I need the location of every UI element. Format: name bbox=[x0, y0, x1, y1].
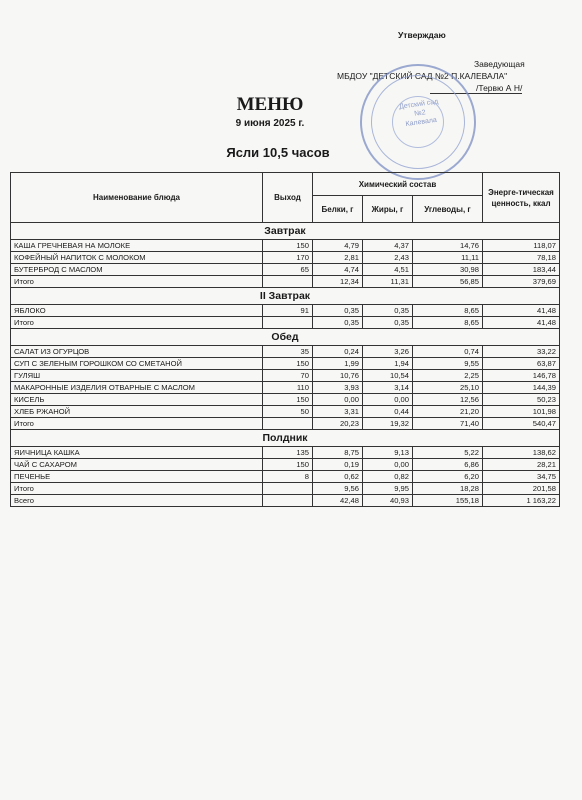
dish-row bbox=[11, 406, 560, 418]
dish-carbs: 25,10 bbox=[413, 382, 483, 394]
dish-carbs: 14,76 bbox=[413, 240, 483, 252]
dish-protein: 0,00 bbox=[313, 394, 363, 406]
total-protein: 20,23 bbox=[313, 418, 363, 430]
dish-output: 110 bbox=[263, 382, 313, 394]
dish-fat: 4,51 bbox=[363, 264, 413, 276]
dish-carbs: 6,20 bbox=[413, 471, 483, 483]
col-header-carbs: Углеводы, г bbox=[413, 196, 483, 223]
col-header-name: Наименование блюда bbox=[11, 173, 263, 223]
dish-protein: 10,76 bbox=[313, 370, 363, 382]
total-fat: 0,35 bbox=[363, 317, 413, 329]
dish-row bbox=[11, 459, 560, 471]
dish-protein: 1,99 bbox=[313, 358, 363, 370]
approval-org: МБДОУ "ДЕТСКИЙ САД №2 П.КАЛЕВАЛА" bbox=[337, 71, 508, 81]
section-title: Полдник bbox=[11, 430, 560, 447]
dish-output: 65 bbox=[263, 264, 313, 276]
col-header-energy: Энерге-тическая ценность, ккал bbox=[483, 173, 560, 223]
grand-total-energy: 1 163,22 bbox=[483, 495, 560, 507]
dish-row bbox=[11, 305, 560, 317]
dish-output: 135 bbox=[263, 447, 313, 459]
dish-carbs: 6,86 bbox=[413, 459, 483, 471]
total-fat: 11,31 bbox=[363, 276, 413, 288]
dish-fat: 0,82 bbox=[363, 471, 413, 483]
dish-name: ЯИЧНИЦА КАШКА bbox=[11, 447, 263, 459]
grand-total-output-empty bbox=[263, 495, 313, 507]
dish-energy: 146,78 bbox=[483, 370, 560, 382]
dish-protein: 8,75 bbox=[313, 447, 363, 459]
dish-carbs: 11,11 bbox=[413, 252, 483, 264]
dish-output: 70 bbox=[263, 370, 313, 382]
page-title: МЕНЮ bbox=[236, 94, 304, 115]
dish-row bbox=[11, 370, 560, 382]
col-header-chem: Химический состав bbox=[313, 173, 483, 196]
total-fat: 19,32 bbox=[363, 418, 413, 430]
dish-protein: 3,31 bbox=[313, 406, 363, 418]
dish-energy: 33,22 bbox=[483, 346, 560, 358]
dish-row bbox=[11, 394, 560, 406]
section-header-row bbox=[11, 223, 560, 240]
total-protein: 0,35 bbox=[313, 317, 363, 329]
dish-fat: 0,00 bbox=[363, 394, 413, 406]
dish-fat: 0,00 bbox=[363, 459, 413, 471]
dish-name: ПЕЧЕНЬЕ bbox=[11, 471, 263, 483]
dish-protein: 4,74 bbox=[313, 264, 363, 276]
total-carbs: 18,28 bbox=[413, 483, 483, 495]
dish-carbs: 9,55 bbox=[413, 358, 483, 370]
dish-row bbox=[11, 382, 560, 394]
dish-output: 35 bbox=[263, 346, 313, 358]
dish-name: ГУЛЯШ bbox=[11, 370, 263, 382]
total-energy: 201,58 bbox=[483, 483, 560, 495]
total-protein: 12,34 bbox=[313, 276, 363, 288]
dish-output: 50 bbox=[263, 406, 313, 418]
total-carbs: 71,40 bbox=[413, 418, 483, 430]
dish-name: КОФЕЙНЫЙ НАПИТОК С МОЛОКОМ bbox=[11, 252, 263, 264]
dish-row bbox=[11, 358, 560, 370]
dish-fat: 4,37 bbox=[363, 240, 413, 252]
col-header-protein: Белки, г bbox=[313, 196, 363, 223]
dish-output: 150 bbox=[263, 394, 313, 406]
grand-total-protein: 42,48 bbox=[313, 495, 363, 507]
section-title: II Завтрак bbox=[11, 288, 560, 305]
dish-protein: 0,24 bbox=[313, 346, 363, 358]
dish-output: 150 bbox=[263, 240, 313, 252]
dish-energy: 101,98 bbox=[483, 406, 560, 418]
menu-table bbox=[10, 172, 560, 507]
dish-name: КАША ГРЕЧНЕВАЯ НА МОЛОКЕ bbox=[11, 240, 263, 252]
dish-energy: 78,18 bbox=[483, 252, 560, 264]
dish-energy: 118,07 bbox=[483, 240, 560, 252]
dish-energy: 138,62 bbox=[483, 447, 560, 459]
section-total-row bbox=[11, 317, 560, 329]
dish-name: САЛАТ ИЗ ОГУРЦОВ bbox=[11, 346, 263, 358]
dish-protein: 0,35 bbox=[313, 305, 363, 317]
total-label: Итого bbox=[11, 276, 263, 288]
total-output-empty bbox=[263, 418, 313, 430]
dish-row bbox=[11, 264, 560, 276]
dish-fat: 3,26 bbox=[363, 346, 413, 358]
dish-output: 8 bbox=[263, 471, 313, 483]
total-fat: 9,95 bbox=[363, 483, 413, 495]
dish-name: ХЛЕБ РЖАНОЙ bbox=[11, 406, 263, 418]
section-title: Обед bbox=[11, 329, 560, 346]
approval-signatory: /Тервю А Н/ bbox=[476, 83, 523, 93]
section-header-row bbox=[11, 288, 560, 305]
dish-carbs: 21,20 bbox=[413, 406, 483, 418]
menu-group: Ясли 10,5 часов bbox=[226, 145, 330, 160]
stamp-text: Детский сад №2 Калевала bbox=[398, 98, 439, 129]
total-energy: 41,48 bbox=[483, 317, 560, 329]
total-label: Итого bbox=[11, 317, 263, 329]
col-header-output: Выход bbox=[263, 173, 313, 223]
menu-table-header bbox=[11, 173, 560, 223]
dish-output: 170 bbox=[263, 252, 313, 264]
section-header-row bbox=[11, 329, 560, 346]
dish-protein: 0,19 bbox=[313, 459, 363, 471]
section-total-row bbox=[11, 276, 560, 288]
dish-energy: 63,87 bbox=[483, 358, 560, 370]
dish-energy: 41,48 bbox=[483, 305, 560, 317]
dish-carbs: 8,65 bbox=[413, 305, 483, 317]
dish-energy: 28,21 bbox=[483, 459, 560, 471]
dish-fat: 10,54 bbox=[363, 370, 413, 382]
dish-row bbox=[11, 447, 560, 459]
menu-date: 9 июня 2025 г. bbox=[235, 118, 305, 129]
total-output-empty bbox=[263, 483, 313, 495]
dish-output: 150 bbox=[263, 459, 313, 471]
dish-name: ЯБЛОКО bbox=[11, 305, 263, 317]
dish-energy: 34,75 bbox=[483, 471, 560, 483]
dish-fat: 0,35 bbox=[363, 305, 413, 317]
dish-row bbox=[11, 240, 560, 252]
total-carbs: 56,85 bbox=[413, 276, 483, 288]
dish-fat: 2,43 bbox=[363, 252, 413, 264]
section-title: Завтрак bbox=[11, 223, 560, 240]
dish-energy: 50,23 bbox=[483, 394, 560, 406]
total-output-empty bbox=[263, 317, 313, 329]
section-total-row bbox=[11, 418, 560, 430]
dish-carbs: 0,74 bbox=[413, 346, 483, 358]
menu-table-body bbox=[11, 223, 560, 507]
dish-name: МАКАРОННЫЕ ИЗДЕЛИЯ ОТВАРНЫЕ С МАСЛОМ bbox=[11, 382, 263, 394]
dish-protein: 0,62 bbox=[313, 471, 363, 483]
dish-name: СУП С ЗЕЛЕНЫМ ГОРОШКОМ СО СМЕТАНОЙ bbox=[11, 358, 263, 370]
total-output-empty bbox=[263, 276, 313, 288]
dish-output: 150 bbox=[263, 358, 313, 370]
dish-row bbox=[11, 471, 560, 483]
grand-total-carbs: 155,18 bbox=[413, 495, 483, 507]
dish-energy: 183,44 bbox=[483, 264, 560, 276]
dish-carbs: 12,56 bbox=[413, 394, 483, 406]
dish-name: ЧАЙ С САХАРОМ bbox=[11, 459, 263, 471]
section-header-row bbox=[11, 430, 560, 447]
dish-fat: 1,94 bbox=[363, 358, 413, 370]
dish-row bbox=[11, 346, 560, 358]
dish-fat: 3,14 bbox=[363, 382, 413, 394]
dish-carbs: 5,22 bbox=[413, 447, 483, 459]
grand-total-row bbox=[11, 495, 560, 507]
grand-total-fat: 40,93 bbox=[363, 495, 413, 507]
section-total-row bbox=[11, 483, 560, 495]
total-label: Итого bbox=[11, 483, 263, 495]
total-label: Итого bbox=[11, 418, 263, 430]
dish-energy: 144,39 bbox=[483, 382, 560, 394]
dish-carbs: 30,98 bbox=[413, 264, 483, 276]
dish-output: 91 bbox=[263, 305, 313, 317]
dish-name: КИСЕЛЬ bbox=[11, 394, 263, 406]
dish-protein: 2,81 bbox=[313, 252, 363, 264]
dish-row bbox=[11, 252, 560, 264]
grand-total-label: Всего bbox=[11, 495, 263, 507]
approval-position: Заведующая bbox=[474, 59, 525, 69]
dish-protein: 3,93 bbox=[313, 382, 363, 394]
total-protein: 9,56 bbox=[313, 483, 363, 495]
approval-title: Утверждаю bbox=[398, 30, 446, 40]
dish-protein: 4,79 bbox=[313, 240, 363, 252]
total-carbs: 8,65 bbox=[413, 317, 483, 329]
dish-carbs: 2,25 bbox=[413, 370, 483, 382]
dish-name: БУТЕРБРОД С МАСЛОМ bbox=[11, 264, 263, 276]
total-energy: 540,47 bbox=[483, 418, 560, 430]
col-header-fat: Жиры, г bbox=[363, 196, 413, 223]
total-energy: 379,69 bbox=[483, 276, 560, 288]
dish-fat: 0,44 bbox=[363, 406, 413, 418]
dish-fat: 9,13 bbox=[363, 447, 413, 459]
